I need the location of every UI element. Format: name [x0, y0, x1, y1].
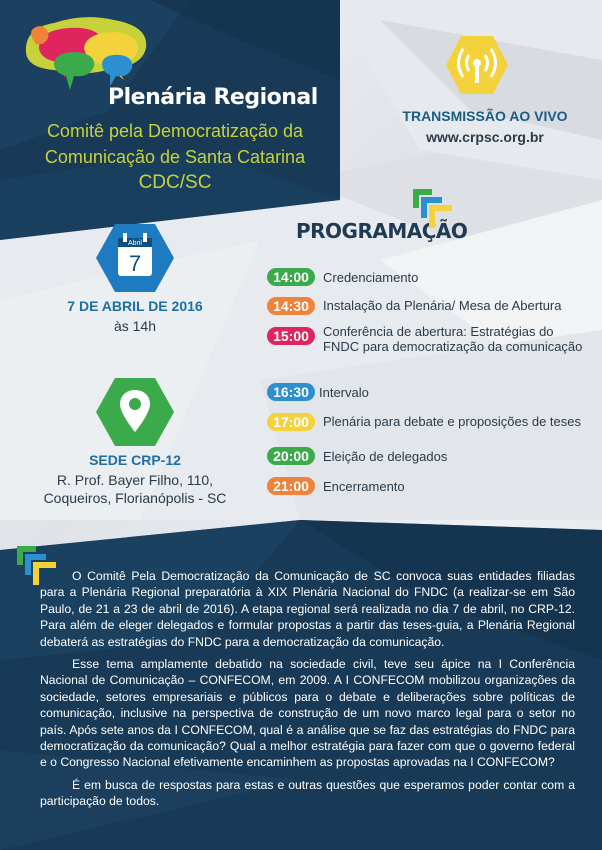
schedule-item: Plenária para debate e proposições de teses: [323, 414, 582, 429]
live-stream-link[interactable]: www.crpsc.org.br: [426, 129, 544, 145]
schedule-item: Eleição de delegados: [323, 449, 448, 464]
committee-name-line: Comitê pela Democratização da: [46, 121, 304, 141]
calendar-month: Abril: [127, 240, 143, 247]
committee-acronym: CDC/SC: [138, 172, 212, 193]
schedule-time-badge: 15:00: [267, 327, 315, 345]
schedule-item: Intervalo: [319, 385, 369, 400]
schedule-time-badge: 14:30: [267, 297, 315, 315]
schedule-time-badge: 17:00: [267, 413, 315, 431]
page-title: Plenária Regional: [108, 85, 318, 110]
description-paragraph: É em busca de respostas para estas e outras questões que esperamos poder contar com a participação de todos.: [40, 777, 575, 809]
event-time: às 14h: [113, 318, 157, 334]
committee-name-line: Comunicação de Santa Catarina: [44, 147, 306, 167]
schedule-item: Encerramento: [323, 479, 405, 494]
broadcast-antenna-icon: [444, 34, 510, 96]
committee-name: [30, 118, 320, 170]
schedule-time-badge: 21:00: [267, 477, 315, 495]
schedule-time-badge: 16:30: [267, 383, 315, 401]
live-stream-title: TRANSMISSÃO AO VIVO: [402, 108, 568, 124]
venue-address-line: R. Prof. Bayer Filho, 110,: [56, 472, 214, 488]
location-pin-icon: [94, 376, 176, 448]
schedule-item: Credenciamento: [323, 270, 419, 285]
program-title: PROGRAMAÇÃO: [296, 219, 468, 243]
calendar-icon: [94, 222, 176, 294]
calendar-day: 7: [128, 251, 142, 276]
event-date: 7 DE ABRIL DE 2016: [67, 298, 203, 314]
schedule-item: Instalação da Plenária/ Mesa de Abertura: [323, 298, 562, 313]
schedule-time-badge: 20:00: [267, 447, 315, 465]
venue-address-line: Coqueiros, Florianópolis - SC: [43, 490, 227, 506]
description-paragraph: O Comitê Pela Democratização da Comunicação de SC convoca suas entidades filiadas para a Plenária Regional preparatória à XIX Plenária Nacional do FNDC (a realizar-se em São Paulo, de 21 a 23 de abril de 2016). A etapa regional será realizada no dia 7 de abril, no CRP-12. Para além de eleger delegados e formular propostas a partir das teses-guia, a Plenária Regional debaterá as estratégias do FNDC para a democratização da comunicação.: [40, 569, 575, 649]
venue-title: SEDE CRP-12: [89, 452, 181, 468]
description-text: [40, 568, 575, 816]
description-paragraph: Esse tema amplamente debatido na sociedade civil, teve seu ápice na I Conferência Nacional de Comunicação – CONFECOM, em 2009. A I CONFECOM mobilizou organizações da sociedade, setores empresariais e públicos para o debate e deliberações sobre políticas de comunicação, inclusive na perspectiva de construção de um novo marco legal para o setor no país. Após sete anos da I CONFECOM, qual é a análise que se faz das estratégias do FNDC para democratização da comunicação? Qual a melhor estratégia para fazer com que o governo federal e o Congresso Nacional efetivamente encaminhem as propostas aprovadas na I CONFECOM?: [40, 657, 575, 770]
schedule-item: Conferência de abertura: Estratégias do FNDC para democratização da comunicação: [323, 324, 583, 354]
schedule-time-badge: 14:00: [267, 268, 315, 286]
corner-decoration-icon: [412, 188, 460, 236]
